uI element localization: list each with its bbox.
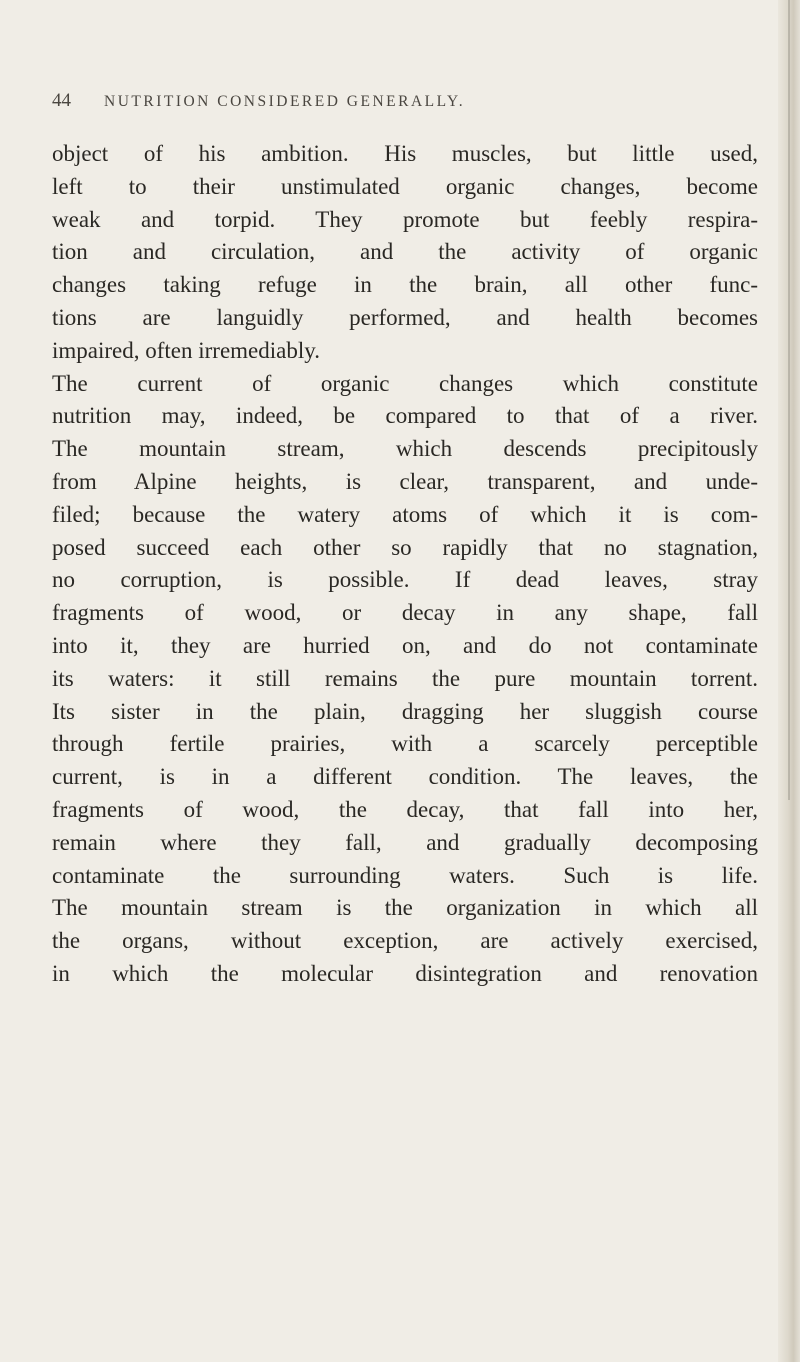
text-line: object of his ambition. His muscles, but little used,: [52, 141, 758, 166]
running-head: [52, 90, 752, 120]
text-line: nutrition may, indeed, be compared to that of a river.: [52, 403, 758, 429]
running-title: NUTRITION CONSIDERED GENERALLY.: [104, 93, 466, 110]
text-line: weak and torpid. They promote but feebly respira-: [52, 206, 758, 232]
body-text: [52, 138, 758, 991]
text-line: its waters: it still remains the pure mountain torrent.: [52, 665, 758, 691]
text-line: The mountain stream is the organization in which all: [52, 895, 758, 921]
text-line: impaired, often irremediably.: [52, 337, 321, 363]
text-line: current, is in a different condition. The leaves, the: [52, 764, 758, 790]
text-line: through fertile prairies, with a scarcely perceptible: [52, 731, 758, 757]
text-line: contaminate the surrounding waters. Such is life.: [52, 862, 758, 888]
text-line: from Alpine heights, is clear, transparent, and unde-: [52, 468, 758, 494]
text-line: tion and circulation, and the activity of organic: [52, 239, 758, 265]
text-line: filed; because the watery atoms of which it is com-: [52, 501, 758, 527]
text-line: changes taking refuge in the brain, all other func-: [52, 272, 758, 298]
text-line: left to their unstimulated organic changes, become: [52, 173, 758, 199]
text-line: fragments of wood, or decay in any shape, fall: [52, 600, 758, 626]
text-line: into it, they are hurried on, and do not contaminate: [52, 632, 758, 658]
page-edge-line: [788, 0, 790, 800]
text-line: in which the molecular disintegration and renovation: [52, 960, 758, 986]
text-line: the organs, without exception, are actively exercised,: [52, 928, 758, 954]
text-line: Its sister in the plain, dragging her sluggish course: [52, 698, 758, 724]
text-line: tions are languidly performed, and health becomes: [52, 304, 758, 330]
text-line: no corruption, is possible. If dead leaves, stray: [52, 567, 758, 593]
page-edge: [778, 0, 800, 1362]
text-line: fragments of wood, the decay, that fall into her,: [52, 796, 758, 822]
text-line: posed succeed each other so rapidly that no stagnation,: [52, 534, 758, 560]
page-number: 44: [52, 90, 71, 111]
text-line: The current of organic changes which constitute: [52, 370, 758, 396]
text-line: remain where they fall, and gradually decomposing: [52, 829, 758, 855]
text-line: The mountain stream, which descends precipitously: [52, 436, 758, 462]
